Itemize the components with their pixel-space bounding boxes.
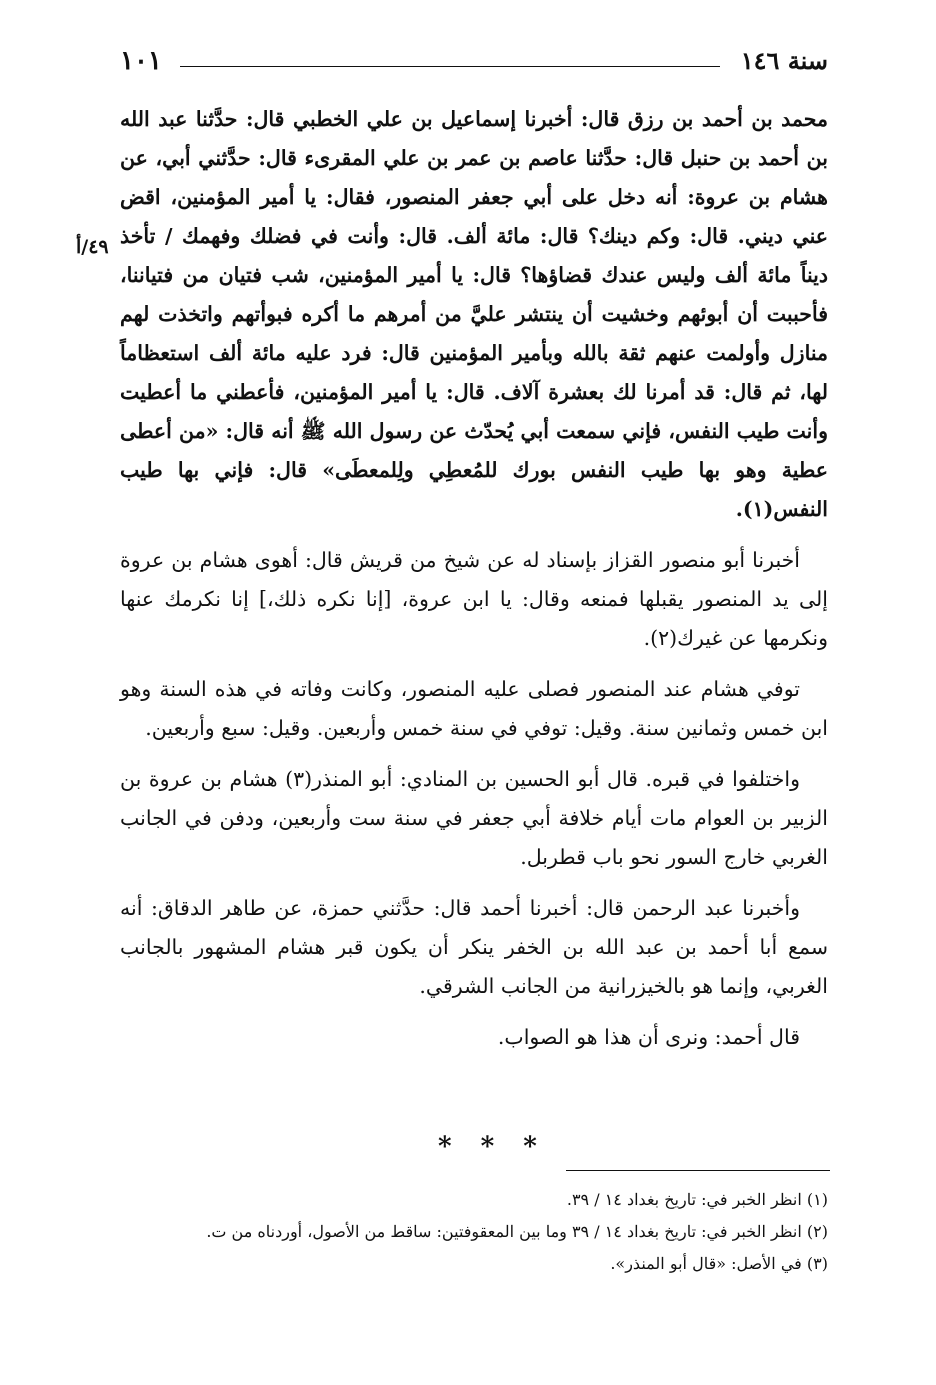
year-heading: سنة ١٤٦ (740, 46, 828, 75)
header-rule (180, 66, 720, 67)
footnote-3: (٣) في الأصل: «قال أبو المنذر». (610, 1254, 828, 1273)
paragraph-3: توفي هشام عند المنصور فصلى عليه المنصور، وكانت وفاته في هذه السنة وهو ابن خمس وثمانين سنة. وقيل: توفي في سنة خمس وأربعين. وقيل: سبع وأربعين. (120, 677, 828, 740)
paragraph-2: أخبرنا أبو منصور القزاز بإسناد له عن شيخ من قريش قال: أهوى هشام بن عروة إلى يد المنصور يقبلها فمنعه وقال: يا ابن عروة، [إنا نكره ذلك،] إنا نكرمك عنها ونكرمها عن غيرك(٢). (120, 548, 828, 650)
section-separator: * * * (438, 1132, 547, 1162)
paragraph-4: واختلفوا في قبره. قال أبو الحسين بن المنادي: أبو المنذر(٣) هشام بن عروة بن الزبير بن العوام مات أيام خلافة أبي جعفر في سنة ست وأربعين، ودفن في الجانب الغربي خارج السور نحو باب قطربل. (120, 767, 828, 869)
footnote-rule (566, 1170, 830, 1171)
paragraph-5: وأخبرنا عبد الرحمن قال: أخبرنا أحمد قال: حدَّثني حمزة، عن طاهر الدقاق: أنه سمع أبا أحمد بن عبد الله بن الخفر ينكر أن يكون قبر هشام المشهور بالجانب الغربي، وإنما هو بالخيزرانية من الجانب الشرقي. (120, 896, 828, 998)
paragraph-1: محمد بن أحمد بن رزق قال: أخبرنا إسماعيل بن علي الخطبي قال: حدَّثنا عبد الله بن أحمد بن حنبل قال: حدَّثنا عاصم بن عمر بن علي المقرىء قال: حدَّثني أبي، عن هشام بن عروة: أنه دخل على أبي جعفر المنصور، فقال: يا أمير المؤمنين، اقض عني ديني. قال: وكم دينك؟ قال: مائة ألف. قال: وأنت في فضلك وفهمك / تأخذ ديناً مائة ألف وليس عندك قضاؤها؟ قال: يا أمير المؤمنين، شب فتيان من فتياننا، فأحببت أن أبوئهم وخشيت أن ينتشر عليَّ من أمرهم ما أكره فبوأتهم واتخذت لهم منازل وأولمت عنهم ثقة بالله وبأمير المؤمنين قال: فرد عليه مائة ألف استعظاماً لها، ثم قال: قد أمرنا لك بعشرة آلاف. قال: يا أمير المؤمنين، فأعطني ما أعطيت وأنت طيب النفس، فإني سمعت أبي يُحدّث عن رسول الله ﷺ أنه قال: «من أعطى عطية وهو بها طيب النفس بورك للمُعطِي ولِلمعطَى» قال: فإني بها طيب النفس(١). (120, 107, 828, 521)
footnotes (120, 1184, 828, 1280)
page-header (120, 40, 828, 76)
manuscript-folio-note: ٤٩/أ (76, 236, 109, 258)
paragraph-6: قال أحمد: ونرى أن هذا هو الصواب. (497, 1025, 800, 1049)
footnote-2: (٢) انظر الخبر في: تاريخ بغداد ١٤ / ٣٩ وما بين المعقوفتين: ساقط من الأصول، أوردناه من ت. (206, 1222, 828, 1241)
footnote-1: (١) انظر الخبر في: تاريخ بغداد ١٤ / ٣٩. (566, 1190, 828, 1209)
main-text (120, 100, 828, 1069)
page-number: ١٠١ (120, 46, 162, 76)
